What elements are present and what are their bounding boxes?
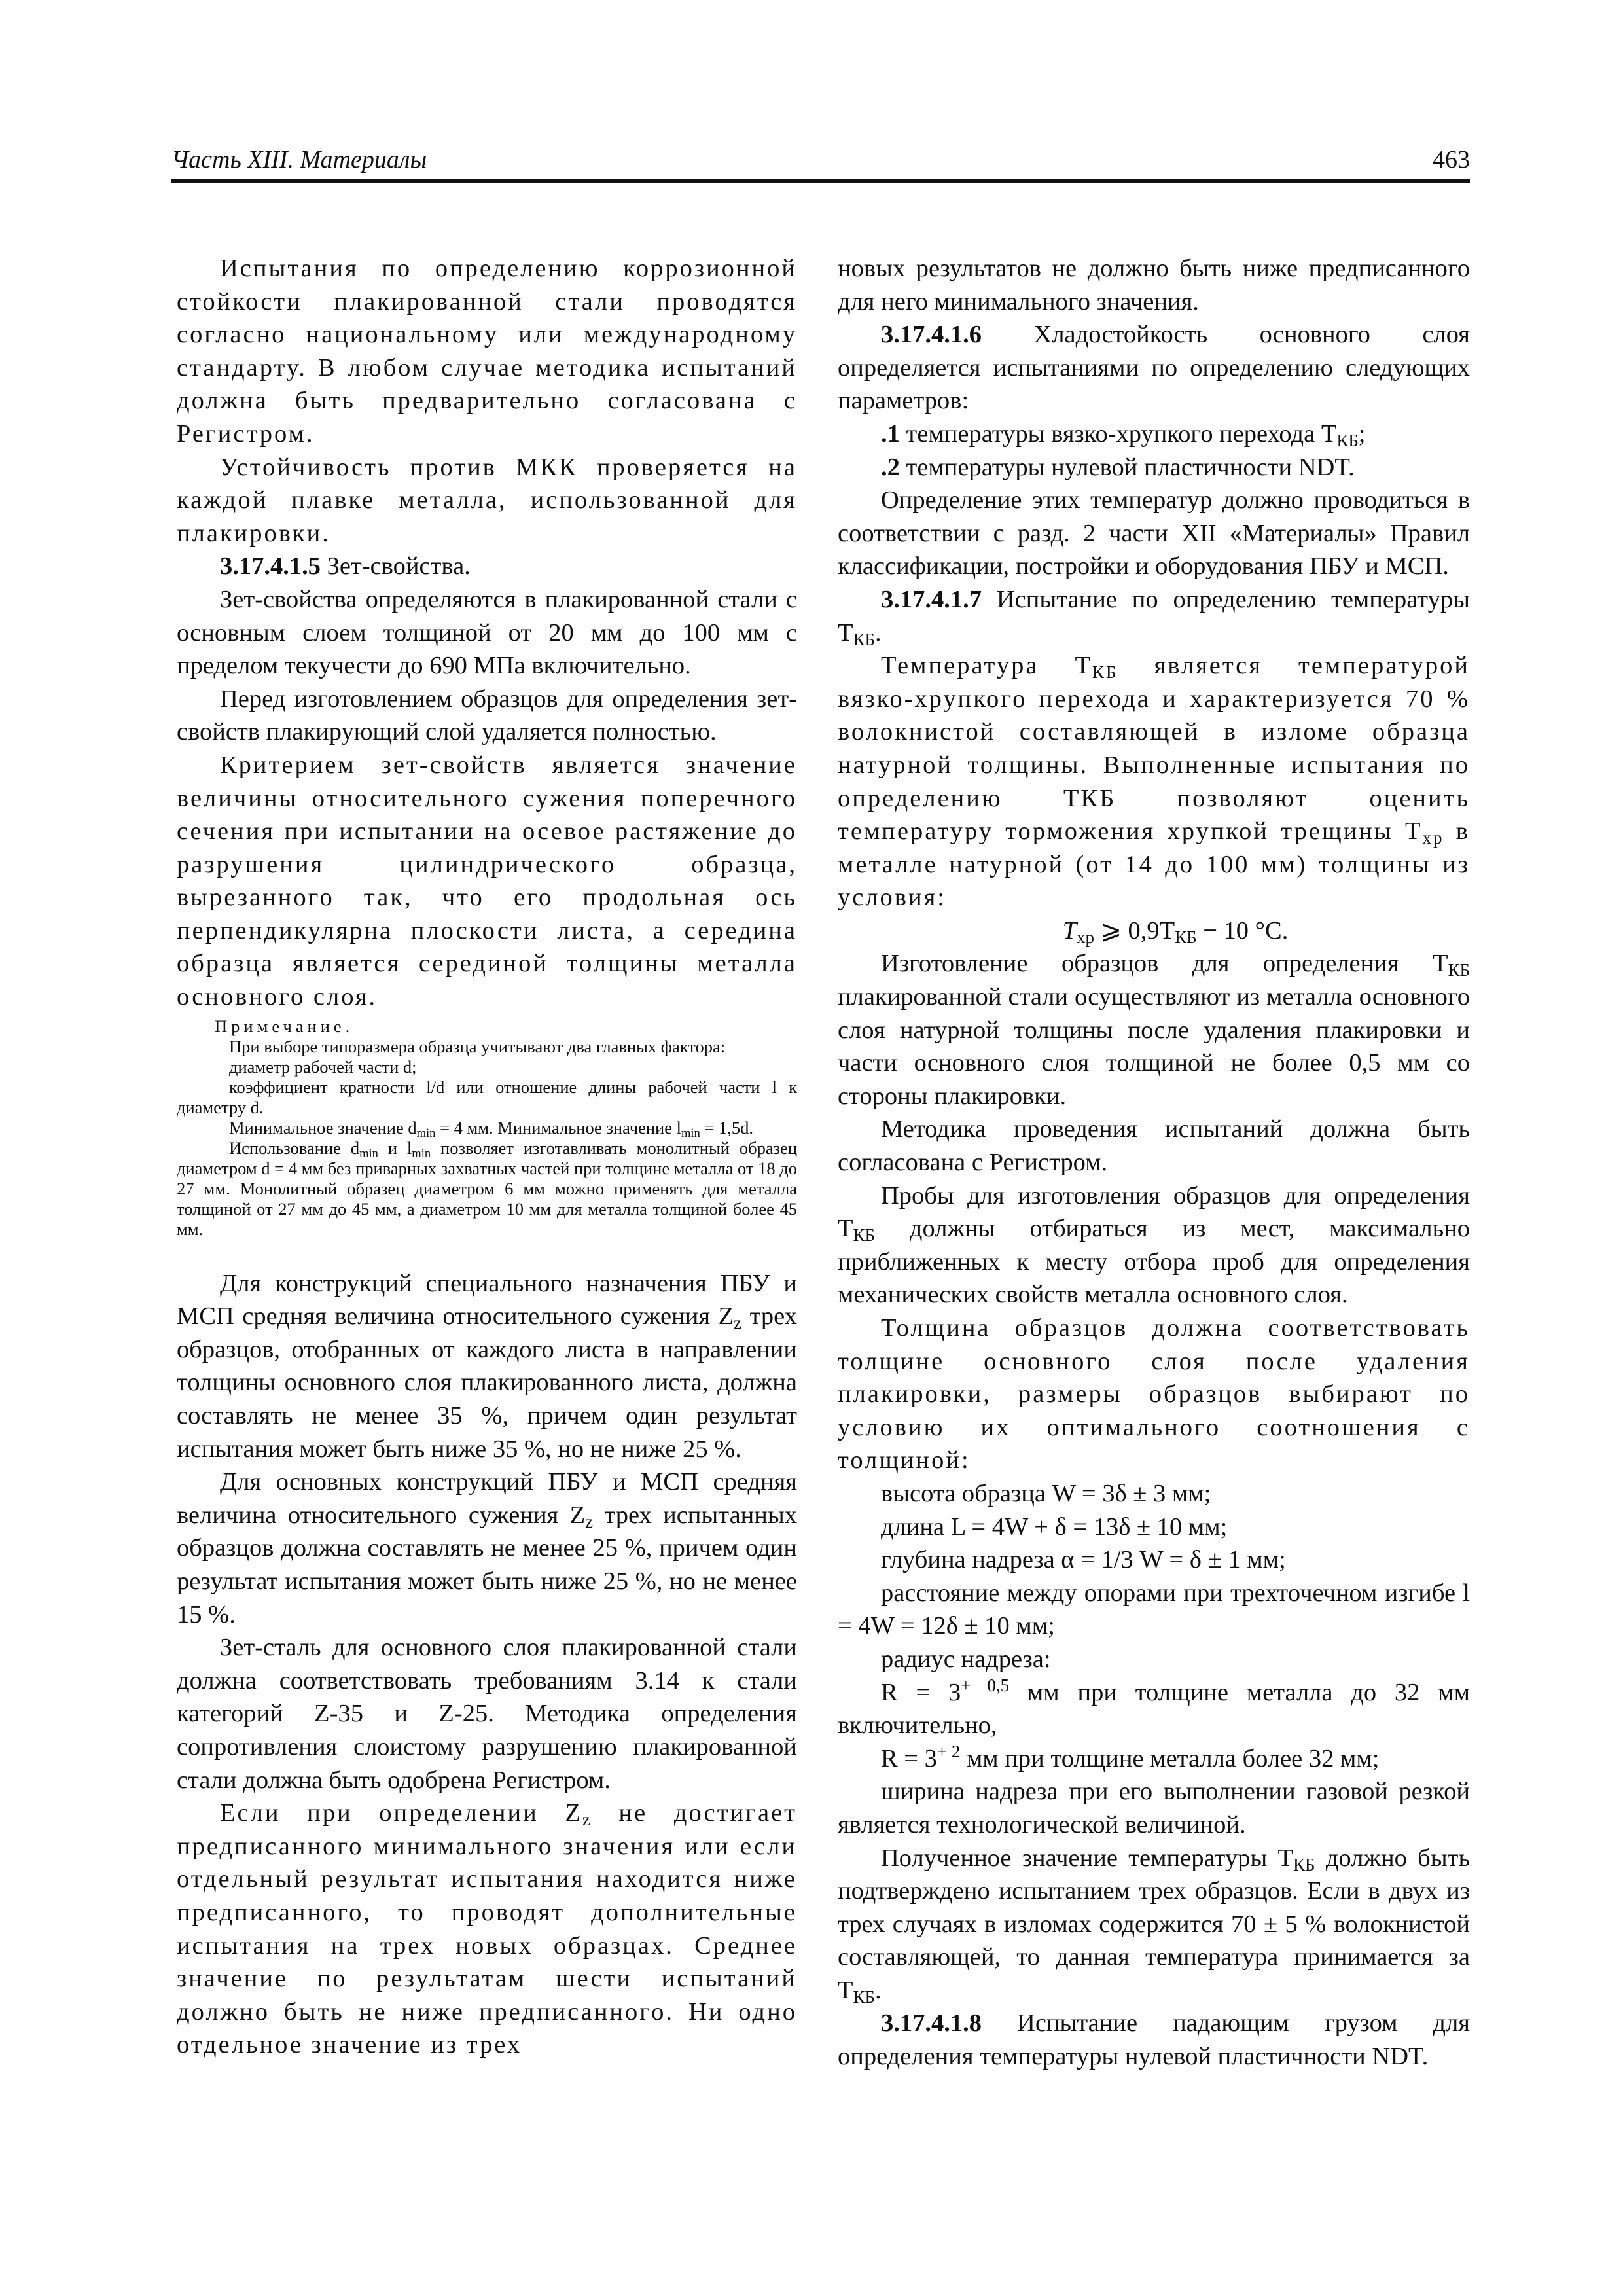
section-number: 3.17.4.1.6 (881, 321, 982, 349)
note-text: = 4 мм. Минимальное значение l (435, 1117, 681, 1138)
left-column (177, 252, 797, 2062)
list-item: ширина надреза при его выполнении газовой резкой является технологической величиной. (838, 1778, 1470, 1839)
section-heading (838, 318, 1470, 418)
note-line: коэффициент кратности l/d или отношение длины рабочей части l к диаметру d. (177, 1077, 797, 1117)
note-text: Использование d (229, 1138, 360, 1158)
text: R = 3 (881, 1744, 937, 1772)
paragraph (177, 1465, 797, 1631)
subscript: КБ (1092, 662, 1118, 683)
superscript: + 2 (936, 1741, 961, 1761)
paragraph: Испытания по определению коррозионной стойкости плакированной стали проводятся согласно национальному или международному стандарту. В любом случае методика испытаний должна быть предварительно согласована с Регистром. (177, 255, 797, 448)
subscript: z (582, 1810, 592, 1830)
text: мм при толщине металла до 32 мм включительно, (838, 1678, 1470, 1740)
section-heading (838, 583, 1470, 649)
note-line (177, 1118, 797, 1138)
paragraph (838, 649, 1470, 914)
list-item: расстояние между опорами при трехточечном изгибе l = 4W = 12δ ± 10 мм; (838, 1579, 1470, 1640)
subscript: КБ (1175, 927, 1197, 947)
subscript: КБ (853, 1225, 875, 1246)
paragraph (177, 1267, 797, 1466)
text: Для основных конструкций ПБУ и МСП средняя величина относительного сужения Z (177, 1468, 797, 1529)
subscript: хр (1422, 828, 1444, 848)
subscript: z (585, 1511, 594, 1532)
text: Пробы для изготовления образцов для определения T (838, 1181, 1470, 1243)
formula-text: ⩾ 0,9T (1094, 916, 1175, 944)
section-title: Зет-свойства. (321, 552, 471, 581)
subscript: хр (1077, 927, 1094, 947)
list-item (838, 418, 1470, 451)
list-item: высота образца W = 3δ ± 3 мм; (881, 1479, 1211, 1507)
subscript: min (681, 1126, 700, 1140)
page-header (171, 145, 1470, 179)
paragraph: Перед изготовлением образцов для определения зет-свойств плакирующий слой удаляется полностью. (177, 685, 797, 746)
subscript: КБ (1293, 1854, 1315, 1874)
text: Изготовление образцов для определения T (881, 950, 1448, 978)
paragraph: Зет-свойства определяются в плакированной стали с основным слоем толщиной от 20 мм до 100 мм с пределом текучести до 690 МПа включительно. (177, 585, 797, 680)
text: должны отбираться из мест, максимально приближенных к месту отбора проб для определения механических свойств металла основного слоя. (838, 1215, 1470, 1309)
paragraph (838, 947, 1470, 1113)
note-text: позволяет изготавливать монолитный образец диаметром d = 4 мм без приварных захватных частей при толщине металла от 18 до 27 мм. Монолитный образец диаметром 6 мм можно применять для металла толщиной от 27 мм до 45 мм, а диаметром 10 мм для металла толщиной более 45 мм. (177, 1138, 798, 1239)
paragraph: новых результатов не должно быть ниже предписанного для него минимального значения. (838, 255, 1470, 315)
text: температуры нулевой пластичности NDT. (899, 453, 1355, 481)
paragraph: Зет-сталь для основного слоя плакированной стали должна соответствовать требованиям 3.14 к стали категорий Z-35 и Z-25. Методика определения сопротивления слоистому разрушению плакированной стали должна быть одобрена Регистром. (177, 1634, 797, 1794)
subscript: min (359, 1146, 378, 1160)
paragraph: Критерием зет-свойств является значение величины относительного сужения поперечного сечения при испытании на осевое растяжение до разрушения цилиндрического образца, вырезанного так, что его продольная ось перпендикулярна плоскости листа, а середина образца является серединой толщины металла основного слоя. (177, 751, 797, 1011)
note-line: При выборе типоразмера образца учитывают два главных фактора: (229, 1036, 726, 1056)
list-item: глубина надреза α = 1/3 W = δ ± 1 мм; (881, 1546, 1286, 1574)
formula-text: − 10 °C. (1196, 916, 1289, 944)
item-number: .2 (881, 453, 900, 481)
text: не достигает предписанного минимального значения или если отдельный результат испытания находится ниже предписанного, то проводят дополнительные испытания на трех новых образцах. Среднее значение по результатам шести испытаний должно быть не ниже предписанного. Ни одно отдельное значение из трех (177, 1799, 797, 2059)
note-line (177, 1138, 797, 1240)
text: должно быть подтверждено испытанием трех образцов. Если в двух из трех случаях в изломах содержится 70 ± 5 % волокнистой составляющей, то данная температура принимается за T (838, 1844, 1471, 2004)
note-text: и l (378, 1138, 412, 1158)
text: температуры вязко-хрупкого перехода T (899, 420, 1337, 448)
section-heading (838, 2007, 1470, 2073)
section-number: 3.17.4.1.5 (220, 552, 321, 581)
subscript: КБ (853, 629, 875, 649)
header-rule (171, 179, 1470, 183)
note-text: Минимальное значение d (229, 1117, 417, 1138)
text: Полученное значение температуры T (881, 1844, 1294, 1872)
note-text: = 1,5d. (700, 1117, 754, 1138)
paragraph: Методика проведения испытаний должна быть согласована с Регистром. (838, 1115, 1470, 1177)
list-item: длина L = 4W + δ = 13δ ± 10 мм; (881, 1513, 1228, 1541)
note-line: диаметр рабочей части d; (229, 1056, 417, 1077)
paragraph: Определение этих температур должно проводиться в соответствии с разд. 2 части XII «Материалы» Правил классификации, постройки и оборудования ПБУ и МСП. (838, 486, 1470, 581)
list-item (838, 1676, 1470, 1742)
header-title: Часть XIII. Материалы (171, 146, 427, 173)
section-heading (177, 550, 797, 583)
text: . (874, 619, 882, 647)
subscript: z (734, 1313, 742, 1333)
paragraph (177, 1797, 797, 2062)
note-title: Примечание. (215, 1016, 354, 1036)
text: ; (1358, 420, 1366, 448)
text: мм при толщине металла более 32 мм; (960, 1744, 1380, 1772)
item-number: .1 (881, 420, 900, 448)
paragraph: Устойчивость против МКК проверяется на каждой плавке металла, использованной для плакировки. (177, 453, 797, 547)
paragraph (838, 1842, 1470, 2007)
spacer (177, 1240, 797, 1267)
superscript: + 0,5 (961, 1675, 1010, 1695)
subscript: КБ (1336, 430, 1359, 450)
text: плакированной стали осуществляют из металла основного слоя натурной толщины после удаления плакировки и части основного слоя толщиной не более 0,5 мм со стороны плакировки. (838, 983, 1470, 1110)
formula (838, 914, 1470, 948)
subscript: min (412, 1146, 431, 1160)
right-column (838, 252, 1470, 2073)
text: Температура T (881, 652, 1093, 680)
text: Для конструкций специального назначения ПБУ и МСП средняя величина относительного сужения Z (177, 1269, 797, 1331)
paragraph: Толщина образцов должна соответствовать толщине основного слоя после удаления плакировки, размеры образцов выбирают по условию их оптимального соотношения с толщиной: (838, 1314, 1470, 1475)
text: Испытание по определению температуры T (838, 585, 1470, 647)
section-number: 3.17.4.1.8 (881, 2009, 982, 2037)
list-item: радиус надреза: (881, 1645, 1051, 1673)
text: является температурой вязко-хрупкого перехода и характеризуется 70 % волокнистой составляющей в изломе образца натурной толщины. Выполненные испытания по определению ТКБ позволяют оценить температуру торможения хрупкой трещины T (838, 652, 1470, 846)
subscript: КБ (853, 1986, 875, 2007)
text: Испытание падающим грузом для определения температуры нулевой пластичности NDT. (838, 2009, 1470, 2071)
text: . (874, 1976, 882, 2004)
text: Хладостойкость основного слоя определяется испытаниями по определению следующих параметров: (838, 321, 1470, 415)
page-number: 463 (1433, 146, 1470, 173)
text: трех испытанных образцов должна составлять не менее 25 %, причем один результат испытания может быть ниже 25 %, но не менее 15 %. (177, 1501, 797, 1628)
section-number: 3.17.4.1.7 (881, 585, 982, 613)
formula-var: T (1062, 916, 1077, 944)
note-block (177, 1016, 797, 1240)
list-item (838, 451, 1470, 484)
paragraph (838, 1179, 1470, 1312)
subscript: КБ (1448, 960, 1470, 980)
text: трех образцов, отобранных от каждого листа в направлении толщины основного слоя плакированного листа, должна составлять не менее 35 %, причем один результат испытания может быть ниже 35 %, но не ниже 25 %. (177, 1302, 797, 1463)
list-item (838, 1742, 1470, 1776)
text: в металле натурной (от 14 до 100 мм) толщины из условия: (838, 817, 1470, 912)
text: R = 3 (881, 1678, 961, 1706)
subscript: min (416, 1126, 436, 1140)
text: Если при определении Z (220, 1799, 582, 1827)
